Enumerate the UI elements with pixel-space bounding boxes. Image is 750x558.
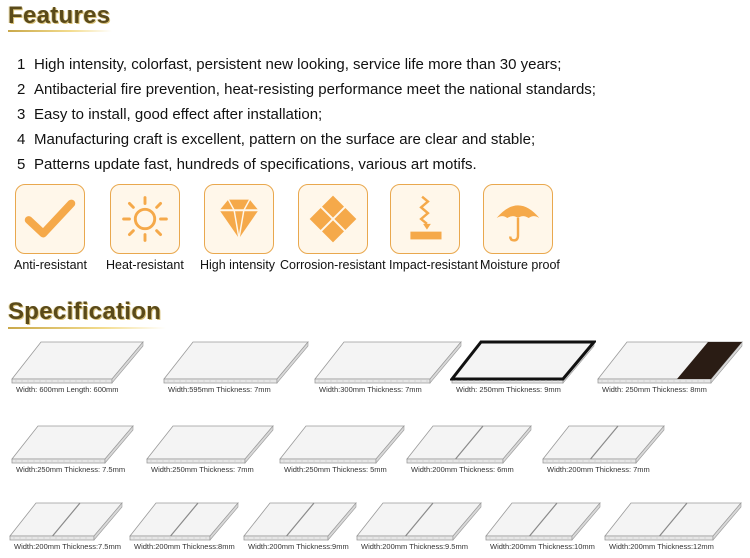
feature-number: 5: [17, 156, 26, 173]
feature-item: [17, 52, 596, 77]
panel-caption: Width: 250mm Thickness: 9mm: [456, 385, 561, 394]
panel-drawing: [162, 340, 310, 384]
panel-caption: Width:200mm Thickness:9mm: [248, 542, 349, 551]
spec-panel: [145, 424, 275, 476]
icon-label: High intensity: [200, 258, 276, 272]
spec-panel: [10, 424, 135, 476]
feature-number: 4: [17, 131, 26, 148]
icon-label: Moisture proof: [480, 258, 560, 272]
panel-caption: Width:200mm Thickness:10mm: [490, 542, 595, 551]
panel-edge: [598, 379, 711, 383]
panel-caption: Width:200mm Thickness:12mm: [609, 542, 714, 551]
panel-edge: [280, 459, 376, 463]
spec-panel: [8, 501, 124, 553]
panel-drawing: [10, 424, 135, 464]
panel-edge: [486, 536, 572, 540]
panel-drawing: [242, 501, 358, 541]
icon-label: Heat-resistant: [106, 258, 184, 272]
feature-item: [17, 77, 596, 102]
spec-panel: [603, 501, 743, 553]
panel-caption: Width: 250mm Thickness: 8mm: [602, 385, 707, 394]
spec-panel: [313, 340, 463, 396]
feature-text: Easy to install, good effect after installation;: [34, 106, 323, 123]
specification-underline: [8, 327, 166, 329]
spec-panel: [242, 501, 358, 553]
feature-number: 3: [17, 106, 26, 123]
panel-edge: [357, 536, 453, 540]
icon-label: Anti-resistant: [14, 258, 87, 272]
panel-edge: [10, 536, 94, 540]
panel-edge: [315, 379, 430, 383]
feature-item: [17, 102, 596, 127]
feature-text: Patterns update fast, hundreds of specifications, various art motifs.: [34, 156, 477, 173]
feature-icon-row: [0, 184, 560, 274]
panel-face: [147, 426, 273, 459]
panel-edge: [407, 459, 503, 463]
panel-drawing: [603, 501, 743, 541]
panel-caption: Width:200mm Thickness: 7mm: [547, 465, 650, 474]
panel-drawing: [596, 340, 744, 384]
spec-panel: [278, 424, 406, 476]
checkmark-icon: [15, 184, 85, 254]
spec-panel: [162, 340, 310, 396]
panel-caption: Width:250mm Thickness: 7.5mm: [16, 465, 126, 474]
spec-panel: [405, 424, 533, 476]
feature-number: 1: [17, 56, 26, 73]
diamond-icon: [204, 184, 274, 254]
feature-text: Antibacterial fire prevention, heat-resisting performance meet the national standards;: [34, 81, 596, 98]
panel-drawing: [278, 424, 406, 464]
spec-panel: [596, 340, 744, 396]
panel-drawing: [10, 340, 145, 384]
panel-face: [12, 426, 133, 459]
panel-caption: Width:595mm Thickness: 7mm: [168, 385, 271, 394]
feature-text: High intensity, colorfast, persistent new looking, service life more than 30 years;: [34, 56, 562, 73]
panel-edge: [244, 536, 328, 540]
feature-item: [17, 152, 596, 177]
features-list: [17, 52, 596, 177]
panel-edge: [12, 459, 105, 463]
panel-edge: [12, 379, 112, 383]
panel-face: [452, 342, 594, 379]
impact-icon: [390, 184, 460, 254]
panel-drawing: [484, 501, 602, 541]
feature-number: 2: [17, 81, 26, 98]
spec-panel: [541, 424, 666, 476]
umbrella-icon: [483, 184, 553, 254]
panel-caption: Width:200mm Thickness: 6mm: [411, 465, 514, 474]
sun-icon: [110, 184, 180, 254]
panel-caption: Width:300mm Thickness: 7mm: [319, 385, 422, 394]
panel-drawing: [355, 501, 483, 541]
panel-face: [315, 342, 461, 379]
spec-panel: [128, 501, 240, 553]
panel-caption: Width:200mm Thickness:7.5mm: [14, 542, 121, 551]
panel-drawing: [145, 424, 275, 464]
tiles-icon: [298, 184, 368, 254]
panel-face: [280, 426, 404, 459]
features-underline: [8, 30, 112, 32]
panel-caption: Width:250mm Thickness: 5mm: [284, 465, 387, 474]
panel-drawing: [8, 501, 124, 541]
panel-caption: Width: 600mm Length: 600mm: [16, 385, 119, 394]
features-title: Features: [8, 2, 111, 29]
panel-edge: [147, 459, 245, 463]
panel-drawing: [128, 501, 240, 541]
spec-panel: [484, 501, 602, 553]
spec-panel: [10, 340, 145, 396]
spec-panel: [355, 501, 483, 553]
spec-panel: [450, 340, 596, 396]
panel-caption: Width:250mm Thickness: 7mm: [151, 465, 254, 474]
panel-face: [164, 342, 308, 379]
feature-text: Manufacturing craft is excellent, pattern on the surface are clear and stable;: [34, 131, 536, 148]
icon-label: Impact-resistant: [389, 258, 478, 272]
specification-title: Specification: [8, 298, 162, 325]
panel-edge: [543, 459, 636, 463]
icon-label: Corrosion-resistant: [280, 258, 386, 272]
panel-edge: [164, 379, 277, 383]
panel-caption: Width:200mm Thickness:8mm: [134, 542, 235, 551]
panel-face: [12, 342, 143, 379]
panel-drawing: [313, 340, 463, 384]
panel-caption: Width:200mm Thickness:9.5mm: [361, 542, 468, 551]
feature-item: [17, 127, 596, 152]
panel-drawing: [541, 424, 666, 464]
panel-drawing: [450, 340, 596, 384]
panel-drawing: [405, 424, 533, 464]
